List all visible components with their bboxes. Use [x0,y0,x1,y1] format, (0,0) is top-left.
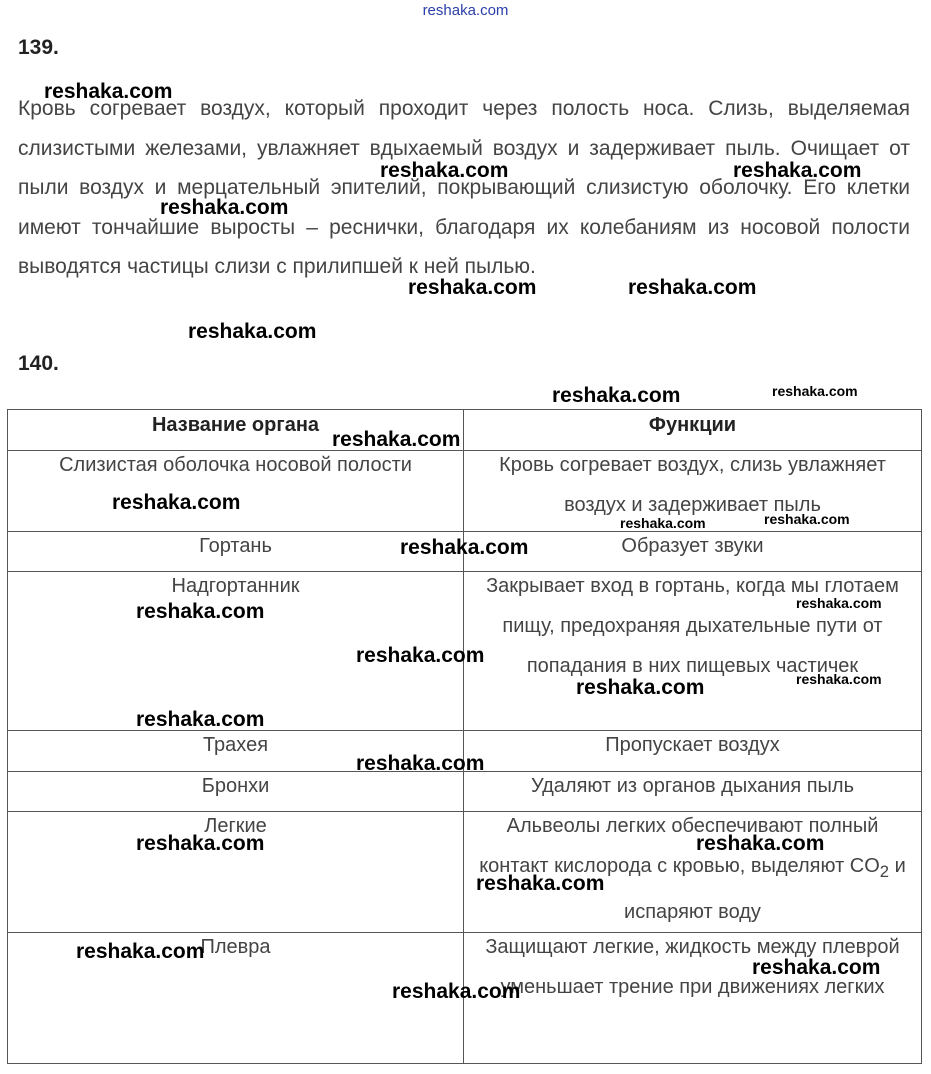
watermark: reshaka.com [772,383,858,399]
watermark: reshaka.com [796,595,882,611]
organ-name: Плевра [200,936,271,958]
table-row [8,812,922,933]
watermark: reshaka.com [400,536,529,559]
function-cell [464,933,922,1064]
watermark: reshaka.com [356,752,485,775]
watermark: reshaka.com [733,159,862,182]
watermark: reshaka.com [552,384,681,407]
organ-function: Образует звуки [621,535,764,557]
organ-function [474,806,911,932]
watermark: reshaka.com [160,196,289,219]
watermark: reshaka.com [620,515,706,531]
watermark: reshaka.com [408,276,537,299]
header-organ-name: Название органа [8,410,464,451]
watermark: reshaka.com [44,80,173,103]
watermark: reshaka.com [392,980,521,1003]
organ-function: Закрывает вход в гортань, когда мы глотаем пищу, предохраняя дыхательные пути от попадания в них пищевых частичек [486,575,899,677]
watermark: reshaka.com [696,832,825,855]
watermark: reshaka.com [796,671,882,687]
organ-name: Легкие [204,815,267,837]
co2-formula [849,855,890,881]
organ-name: Надгортанник [171,575,300,597]
watermark: reshaka.com [628,276,757,299]
watermark: reshaka.com [476,872,605,895]
site-url-header[interactable]: reshaka.com [422,2,509,19]
function-text-part: и испаряют воду [624,855,906,923]
watermark: reshaka.com [112,491,241,514]
task-139-answer-text: Кровь согревает воздух, который проходит через полость носа. Слизь, выделяемая слизистыми железами, увлажняет вдыхаемый воздух и задерживает пыль. Очищает от пыли воздух и мерцательный эпителий, покрывающий слизистую оболочку. Его клетки имеют тончайшие выросты – реснички, благодаря их колебаниям из носовой полости выводятся частицы слизи с прилипшей к ней пылью. [18,97,910,278]
co2-symbol: CO [849,855,880,877]
watermark: reshaka.com [332,428,461,451]
organ-cell [8,812,464,933]
organ-name: Слизистая оболочка носовой полости [59,454,412,476]
watermark: reshaka.com [76,940,205,963]
watermark: reshaka.com [752,956,881,979]
watermark: reshaka.com [136,832,265,855]
task-number-139: 139. [18,36,59,59]
co2-subscript: 2 [879,862,890,881]
watermark: reshaka.com [136,600,265,623]
organ-function: Пропускает воздух [605,734,780,756]
watermark: reshaka.com [136,708,265,731]
watermark: reshaka.com [188,320,317,343]
function-text-part: Альвеолы легких обеспечивают полный контакт кислорода с кровью, выделяют [479,815,879,877]
task-number-140: 140. [18,352,59,375]
organ-function: Удаляют из органов дыхания пыль [530,775,855,797]
organ-function: Кровь согревает воздух, слизь увлажняет воздух и задерживает пыль [499,454,886,516]
watermark: reshaka.com [576,676,705,699]
header-functions: Функции [464,410,922,451]
organ-function: Защищают легкие, жидкость между плеврой уменьшает трение при движениях легких [485,936,900,998]
organ-name: Бронхи [201,775,270,797]
watermark: reshaka.com [764,511,850,527]
organ-name: Гортань [199,535,272,557]
watermark: reshaka.com [380,159,509,182]
organ-name: Трахея [202,734,269,756]
watermark: reshaka.com [356,644,485,667]
